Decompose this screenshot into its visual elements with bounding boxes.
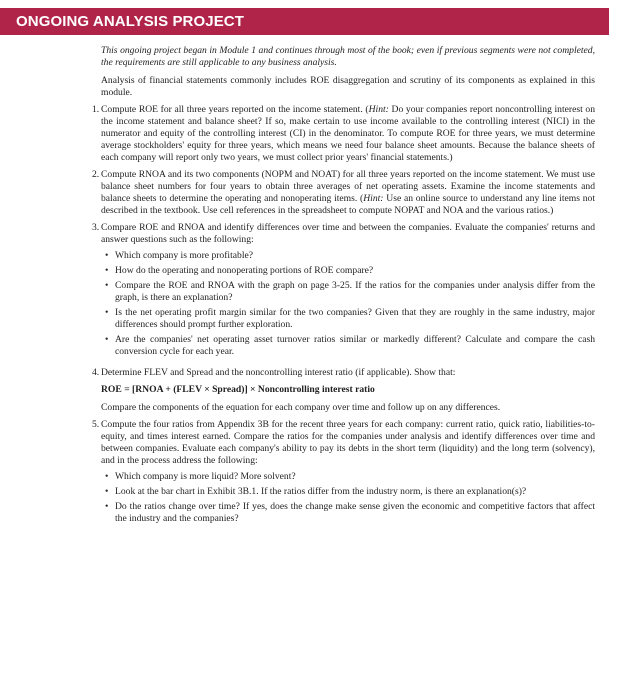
lead-paragraph: Analysis of financial statements commonly includes ROE disaggregation and scrutiny of its components as explained in this module. (101, 75, 595, 98)
requirement-item-5 (92, 419, 595, 529)
bullet-item: • How do the operating and nonoperating portions of ROE compare? (101, 265, 595, 277)
bullet-icon: • (105, 307, 109, 318)
equation-followup: Compare the components of the equation for each company over time and follow up on any differences. (101, 402, 501, 413)
bullet-item: • Compare the ROE and RNOA with the graph on page 3-25. If the ratios for the companies under analysis differ from the graph, is there an explanation? (101, 280, 595, 304)
bullet-item: • Look at the bar chart in Exhibit 3B.1. If the ratios differ from the industry norm, is there an explanation(s)? (101, 486, 595, 498)
bullet-item: • Is the net operating profit margin similar for the two companies? Given that they are roughly in the same industry, major differences should prompt further exploration. (101, 307, 595, 331)
bullet-icon: • (105, 280, 109, 291)
bullet-icon: • (105, 486, 109, 497)
intro-paragraph: This ongoing project began in Module 1 and continues through most of the book; even if previous segments were not completed, the requirements are still applicable to any business analysis. (101, 45, 595, 68)
item-text: Compute RNOA and its two components (NOPM and NOAT) for all three years reported on the income statement. We must use balance sheet numbers for four years to obtain three averages of net operating assets. Examine the income statements and balance sheets to determine the operating and nonoperating items. (Hint: Use an online source to understand any line items not described in the textbook. Use cell references in the spreadsheet to compute NOPAT and NOA and the various ratios.) (101, 169, 595, 216)
requirement-item-4 (92, 367, 595, 379)
bullet-item: • Are the companies' net operating asset turnover ratios similar or markedly different? Calculate and compare the cash conversion cycle for each year. (101, 334, 595, 358)
bullet-item: • Do the ratios change over time? If yes, does the change make sense given the economic and competitive factors that affect the industry and the companies? (101, 501, 595, 525)
bullet-icon: • (105, 265, 109, 276)
item-number: 5. (92, 419, 100, 430)
item-body (101, 222, 595, 362)
bullet-icon: • (105, 501, 109, 512)
hint-label: Hint: (363, 193, 384, 204)
hint-label: Hint: (368, 104, 389, 115)
item-number: 2. (92, 169, 100, 180)
item-number: 1. (92, 104, 100, 115)
bullet-list (101, 471, 595, 525)
item-text: Compare ROE and RNOA and identify differences over time and between the companies. Evaluate the companies' returns and answer questions such as the following: (101, 222, 595, 245)
roe-equation: ROE = [RNOA + (FLEV × Spread)] × Noncontrolling interest ratio (101, 384, 375, 395)
requirement-item-1 (92, 104, 596, 164)
item-text: Determine FLEV and Spread and the noncontrolling interest ratio (if applicable). Show that: (101, 367, 456, 378)
bullet-icon: • (105, 250, 109, 261)
bullet-icon: • (105, 471, 109, 482)
item-text: Compute ROE for all three years reported on the income statement. (Hint: Do your companies report noncontrolling interest on the income statement and balance sheet? If so, make certain to use income available to the controlling interest (NICI) in the numerator and equity of the controlling interest (CI) in the denominator. To compute ROE for three years, we must determine average stockholders' equity for three years, which means we need four balance sheet amounts. Because the balance sheets of each company will report only two years, we must collect prior years' financial statements.) (101, 104, 596, 163)
item-body (101, 419, 595, 529)
section-title: ONGOING ANALYSIS PROJECT (16, 13, 244, 30)
header-bar (0, 8, 609, 35)
item-body (101, 367, 595, 379)
requirement-item-3 (92, 222, 595, 362)
requirement-item-2 (92, 169, 595, 217)
bullet-item: • Which company is more profitable? (101, 250, 595, 262)
item-number: 3. (92, 222, 100, 233)
bullet-list (101, 250, 595, 358)
bullet-icon: • (105, 334, 109, 345)
project-content (92, 45, 596, 534)
item-text: Compute the four ratios from Appendix 3B for the recent three years for each company: current ratio, quick ratio, liabilities-to-equity, and times interest earned. Compare the ratios for the companies under analysis and identify differences over time and between companies. Evaluate each company's ability to pay its debts in the short term (liquidity) and the long term (solvency), and in the process address the following: (101, 419, 595, 466)
bullet-item: • Which company is more liquid? More solvent? (101, 471, 595, 483)
item-number: 4. (92, 367, 100, 378)
